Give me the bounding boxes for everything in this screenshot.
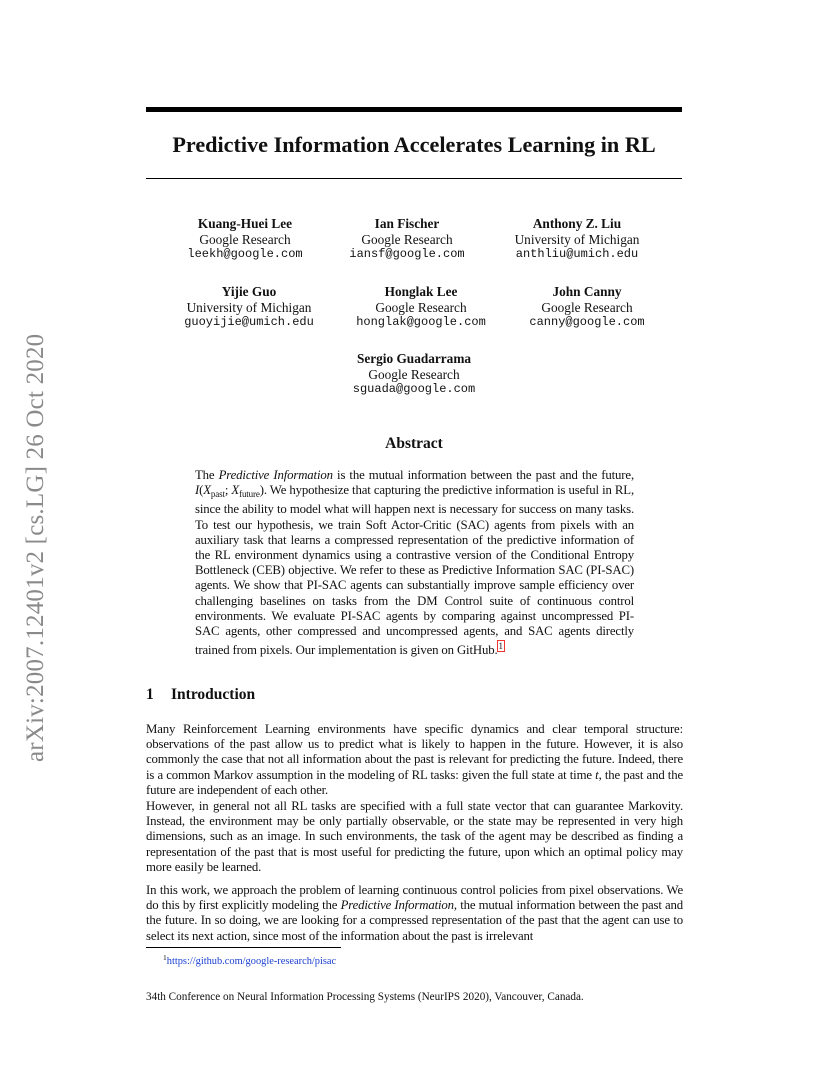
author-email: iansf@google.com xyxy=(349,247,465,261)
arxiv-identifier[interactable]: arXiv:2007.12401v2 [cs.LG] 26 Oct 2020 xyxy=(22,333,49,762)
author-name: Sergio Guadarrama xyxy=(356,351,472,366)
author-email: sguada@google.com xyxy=(352,382,476,396)
author-name: Yijie Guo xyxy=(221,284,277,299)
footnote-rule xyxy=(146,947,341,948)
arxiv-sidebar xyxy=(16,288,56,763)
author-block xyxy=(487,284,687,331)
footnote-mark: 1 xyxy=(163,953,167,962)
author-email: anthliu@umich.edu xyxy=(515,247,639,261)
footnote xyxy=(163,951,336,968)
footnote-link[interactable]: 1 xyxy=(498,641,503,652)
author-email: canny@google.com xyxy=(529,315,645,329)
author-block xyxy=(149,284,349,331)
paper-title: Predictive Information Accelerates Learning in RL xyxy=(172,132,656,157)
body-paragraph: In this work, we approach the problem of learning continuous control policies from pixel observations. We do this by first explicitly modeling the Predictive Information, the mutual information between the past and the future. In so doing, we are looking for a compressed representation of the past that the agent can use to select its next action, since most of the information about the past is irrelevant xyxy=(146,883,684,943)
title-bottom-rule xyxy=(146,178,682,179)
abstract-heading: Abstract xyxy=(385,435,443,452)
author-email: honglak@google.com xyxy=(356,315,486,329)
section-heading xyxy=(146,685,682,705)
author-affiliation: University of Michigan xyxy=(514,231,640,247)
author-email: leekh@google.com xyxy=(187,247,303,261)
conference-note: 34th Conference on Neural Information Processing Systems (NeurIPS 2020), Vancouver, Canada. xyxy=(146,991,584,1003)
section-number: 1 xyxy=(146,686,154,703)
author-affiliation: Google Research xyxy=(375,299,467,315)
author-name: Anthony Z. Liu xyxy=(532,216,622,231)
body-paragraph: Many Reinforcement Learning environments have specific dynamics and clear temporal structure: observations of the past allow us to predict what is likely to happen in the future. However, it is also commonly the case that not all information about the past is relevant for predicting the future. Indeed, there is a common Markov assumption in the modeling of RL tasks: given the full state at time t, the past and the future are independent of each other. xyxy=(146,722,683,797)
title-top-rule xyxy=(146,107,682,112)
author-name: Kuang-Huei Lee xyxy=(197,216,293,231)
author-name: John Canny xyxy=(552,284,622,299)
author-block xyxy=(314,351,514,398)
github-link[interactable]: https://github.com/google-research/pisac xyxy=(166,956,337,967)
section-title: Introduction xyxy=(171,686,256,703)
author-affiliation: University of Michigan xyxy=(186,299,312,315)
body-paragraph: However, in general not all RL tasks are specified with a full state vector that can guarantee Markovity. Instead, the environment may be only partially observable, or the state may be represented in very high dimensions, such as an image. In such environments, the task of the agent may be described as finding a representation of the past that is most useful for predicting the future, upon which an optimal policy may more easily be learned. xyxy=(146,799,683,874)
author-affiliation: Google Research xyxy=(541,299,633,315)
author-name: Ian Fischer xyxy=(374,216,440,231)
author-affiliation: Google Research xyxy=(199,231,291,247)
author-email: guoyijie@umich.edu xyxy=(184,315,314,329)
author-block xyxy=(477,216,677,263)
author-name: Honglak Lee xyxy=(384,284,458,299)
author-affiliation: Google Research xyxy=(368,366,460,382)
author-affiliation: Google Research xyxy=(361,231,453,247)
abstract-text: The Predictive Information is the mutual information between the past and the future, $I(X_{past}$; $X_{future}$). We hypothesize that capturing the predictive information is useful in RL, since the ability to model what will happen next is necessary for success on many tasks. To test our hypothesis, we train Soft Actor-Critic (SAC) agents from pixels with an auxiliary task that learns a compressed representation of the predictive information of the RL environment dynamics using a contrastive version of the Conditional Entropy Bottleneck (CEB) objective. We refer to these as Predictive Information SAC (PI-SAC) agents. We show that PI-SAC agents can substantially improve sample efficiency over challenging baselines on tasks from the DM Control suite of continuous control environments. We evaluate PI-SAC agents by comparing against uncompressed PI-SAC agents, other compressed and uncompressed agents, and SAC agents directly trained from pixels. Our implementation is given on GitHub.$^1$ xyxy=(195,468,634,658)
